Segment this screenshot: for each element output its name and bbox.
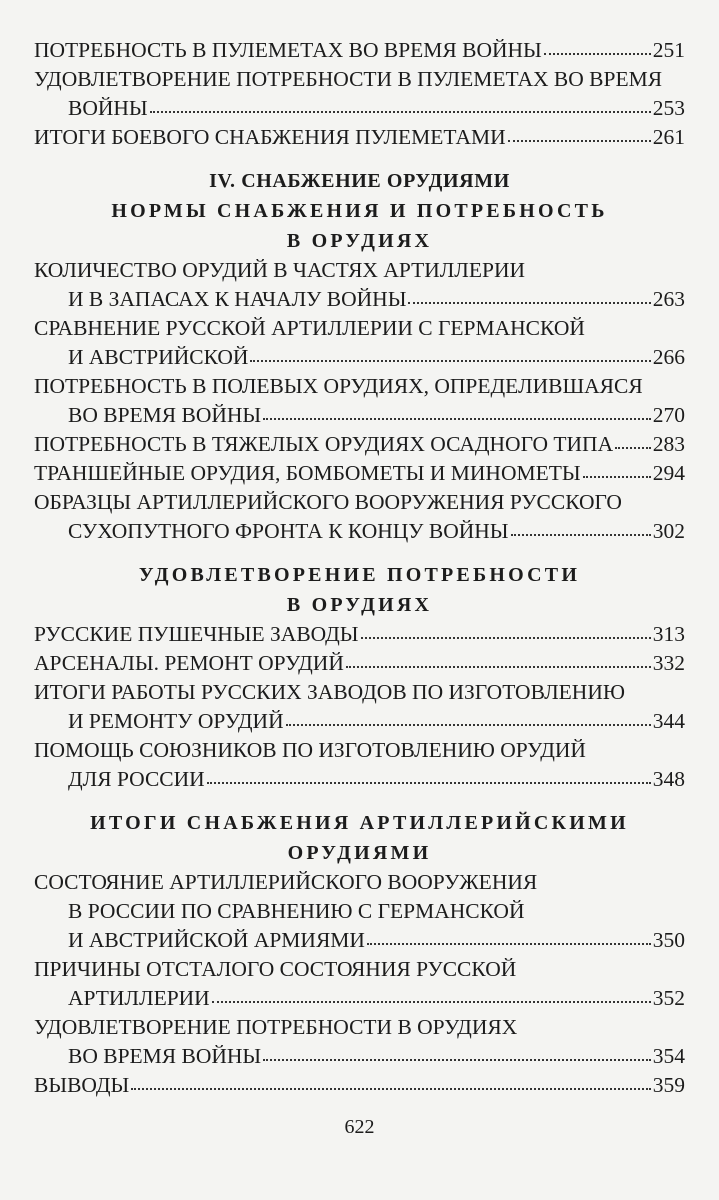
toc-entry (34, 1071, 685, 1100)
toc-entry-title: АРСЕНАЛЫ. РЕМОНТ ОРУДИЙ (34, 651, 344, 675)
toc-page-number: 352 (652, 986, 685, 1010)
toc-group-machine-guns (34, 36, 685, 152)
toc-page-number: 313 (652, 622, 685, 646)
toc-entry-title: СРАВНЕНИЕ РУССКОЙ АРТИЛЛЕРИИ С ГЕРМАНСКОЙ (34, 316, 585, 340)
toc-group-satisfaction (34, 620, 685, 794)
section-title-norms: НОРМЫ СНАБЖЕНИЯ И ПОТРЕБНОСТЬ (111, 200, 608, 222)
dot-leader (367, 942, 651, 945)
toc-entry-title: СОСТОЯНИЕ АРТИЛЛЕРИЙСКОГО ВООРУЖЕНИЯ (34, 870, 538, 894)
dot-leader (544, 52, 651, 55)
dot-leader (212, 1000, 651, 1003)
dot-leader (583, 475, 651, 478)
toc-entry-title: РУССКИЕ ПУШЕЧНЫЕ ЗАВОДЫ (34, 622, 359, 646)
toc-entry-title: УДОВЛЕТВОРЕНИЕ ПОТРЕБНОСТИ В ОРУДИЯХ (34, 1015, 518, 1039)
toc-page-number: 348 (652, 767, 685, 791)
table-of-contents (34, 36, 685, 1100)
toc-page-number: 253 (652, 96, 685, 120)
toc-page-number: 270 (652, 403, 685, 427)
page-number: 622 (344, 1116, 375, 1138)
toc-entry (34, 678, 685, 736)
toc-group-norms (34, 256, 685, 546)
toc-page-number: 283 (652, 432, 685, 456)
toc-page-number: 302 (652, 519, 685, 543)
toc-entry (34, 123, 685, 152)
toc-page-number: 354 (652, 1044, 685, 1068)
dot-leader (286, 723, 651, 726)
toc-entry-title: УДОВЛЕТВОРЕНИЕ ПОТРЕБНОСТИ В ПУЛЕМЕТАХ ВО ВРЕМЯ (34, 67, 663, 91)
toc-page-number: 251 (652, 38, 685, 62)
toc-page-number: 261 (652, 125, 685, 149)
section-title-norms-line2: В ОРУДИЯХ (286, 230, 433, 252)
toc-entry-title: КОЛИЧЕСТВО ОРУДИЙ В ЧАСТЯХ АРТИЛЛЕРИИ (34, 258, 526, 282)
toc-entry (34, 314, 685, 372)
dot-leader (263, 1058, 651, 1061)
toc-entry (34, 1013, 685, 1071)
dot-leader (346, 665, 651, 668)
dot-leader (511, 533, 651, 536)
dot-leader (361, 636, 651, 639)
toc-page-number: 344 (652, 709, 685, 733)
toc-page-number: 263 (652, 287, 685, 311)
toc-entry (34, 430, 685, 459)
toc-entry-title: ПОТРЕБНОСТЬ В ТЯЖЕЛЫХ ОРУДИЯХ ОСАДНОГО ТИПА (34, 432, 614, 456)
toc-entry (34, 256, 685, 314)
chapter-title: IV. СНАБЖЕНИЕ ОРУДИЯМИ (209, 170, 510, 192)
toc-entry-title-continued: В РОССИИ ПО СРАВНЕНИЮ С ГЕРМАНСКОЙ (68, 899, 525, 923)
toc-entry-title-continued: СУХОПУТНОГО ФРОНТА К КОНЦУ ВОЙНЫ (68, 519, 509, 543)
toc-entry-title: ПОТРЕБНОСТЬ В ПУЛЕМЕТАХ ВО ВРЕМЯ ВОЙНЫ (34, 38, 542, 62)
toc-entry (34, 65, 685, 123)
toc-entry-title: ПОТРЕБНОСТЬ В ПОЛЕВЫХ ОРУДИЯХ, ОПРЕДЕЛИВШАЯСЯ (34, 374, 643, 398)
toc-entry (34, 459, 685, 488)
toc-page-number: 266 (652, 345, 685, 369)
toc-entry-title-continued: ВО ВРЕМЯ ВОЙНЫ (68, 1044, 262, 1068)
dot-leader (263, 417, 651, 420)
dot-leader (615, 446, 651, 449)
toc-entry-title-continued: И АВСТРИЙСКОЙ АРМИЯМИ (68, 928, 365, 952)
toc-entry (34, 736, 685, 794)
toc-entry-title: ПРИЧИНЫ ОТСТАЛОГО СОСТОЯНИЯ РУССКОЙ (34, 957, 517, 981)
toc-entry-title-continued: И В ЗАПАСАХ К НАЧАЛУ ВОЙНЫ (68, 287, 407, 311)
section-title-results: ИТОГИ СНАБЖЕНИЯ АРТИЛЛЕРИЙСКИМИ (90, 812, 629, 834)
dot-leader (207, 781, 651, 784)
toc-entry (34, 36, 685, 65)
toc-entry-title: ОБРАЗЦЫ АРТИЛЛЕРИЙСКОГО ВООРУЖЕНИЯ РУССКОГО (34, 490, 622, 514)
toc-page-number: 359 (652, 1073, 685, 1097)
section-title-satisfaction: УДОВЛЕТВОРЕНИЕ ПОТРЕБНОСТИ (138, 564, 581, 586)
toc-entry (34, 488, 685, 546)
toc-entry (34, 955, 685, 1013)
toc-entry-title-continued: ВОЙНЫ (68, 96, 148, 120)
toc-entry-title-continued: И РЕМОНТУ ОРУДИЙ (68, 709, 284, 733)
toc-entry-title: ВЫВОДЫ (34, 1073, 130, 1097)
toc-entry-title: ТРАНШЕЙНЫЕ ОРУДИЯ, БОМБОМЕТЫ И МИНОМЕТЫ (34, 461, 581, 485)
dot-leader (131, 1087, 650, 1090)
toc-entry (34, 649, 685, 678)
toc-entry-title: ИТОГИ РАБОТЫ РУССКИХ ЗАВОДОВ ПО ИЗГОТОВЛЕНИЮ (34, 680, 625, 704)
dot-leader (150, 110, 651, 113)
section-title-satisfaction-line2: В ОРУДИЯХ (286, 594, 433, 616)
toc-page-number: 332 (652, 651, 685, 675)
toc-entry-title-continued: ДЛЯ РОССИИ (68, 767, 205, 791)
dot-leader (408, 301, 650, 304)
toc-entry-title-continued: И АВСТРИЙСКОЙ (68, 345, 249, 369)
toc-page-number: 294 (652, 461, 685, 485)
toc-page-number: 350 (652, 928, 685, 952)
toc-group-results (34, 868, 685, 1100)
toc-entry-title: ИТОГИ БОЕВОГО СНАБЖЕНИЯ ПУЛЕМЕТАМИ (34, 125, 506, 149)
dot-leader (250, 359, 650, 362)
toc-entry (34, 372, 685, 430)
toc-entry (34, 868, 685, 955)
toc-entry-title-continued: АРТИЛЛЕРИИ (68, 986, 210, 1010)
dot-leader (508, 139, 651, 142)
section-title-results-line2: ОРУДИЯМИ (287, 842, 432, 864)
toc-entry (34, 620, 685, 649)
toc-entry-title-continued: ВО ВРЕМЯ ВОЙНЫ (68, 403, 262, 427)
toc-entry-title: ПОМОЩЬ СОЮЗНИКОВ ПО ИЗГОТОВЛЕНИЮ ОРУДИЙ (34, 738, 586, 762)
